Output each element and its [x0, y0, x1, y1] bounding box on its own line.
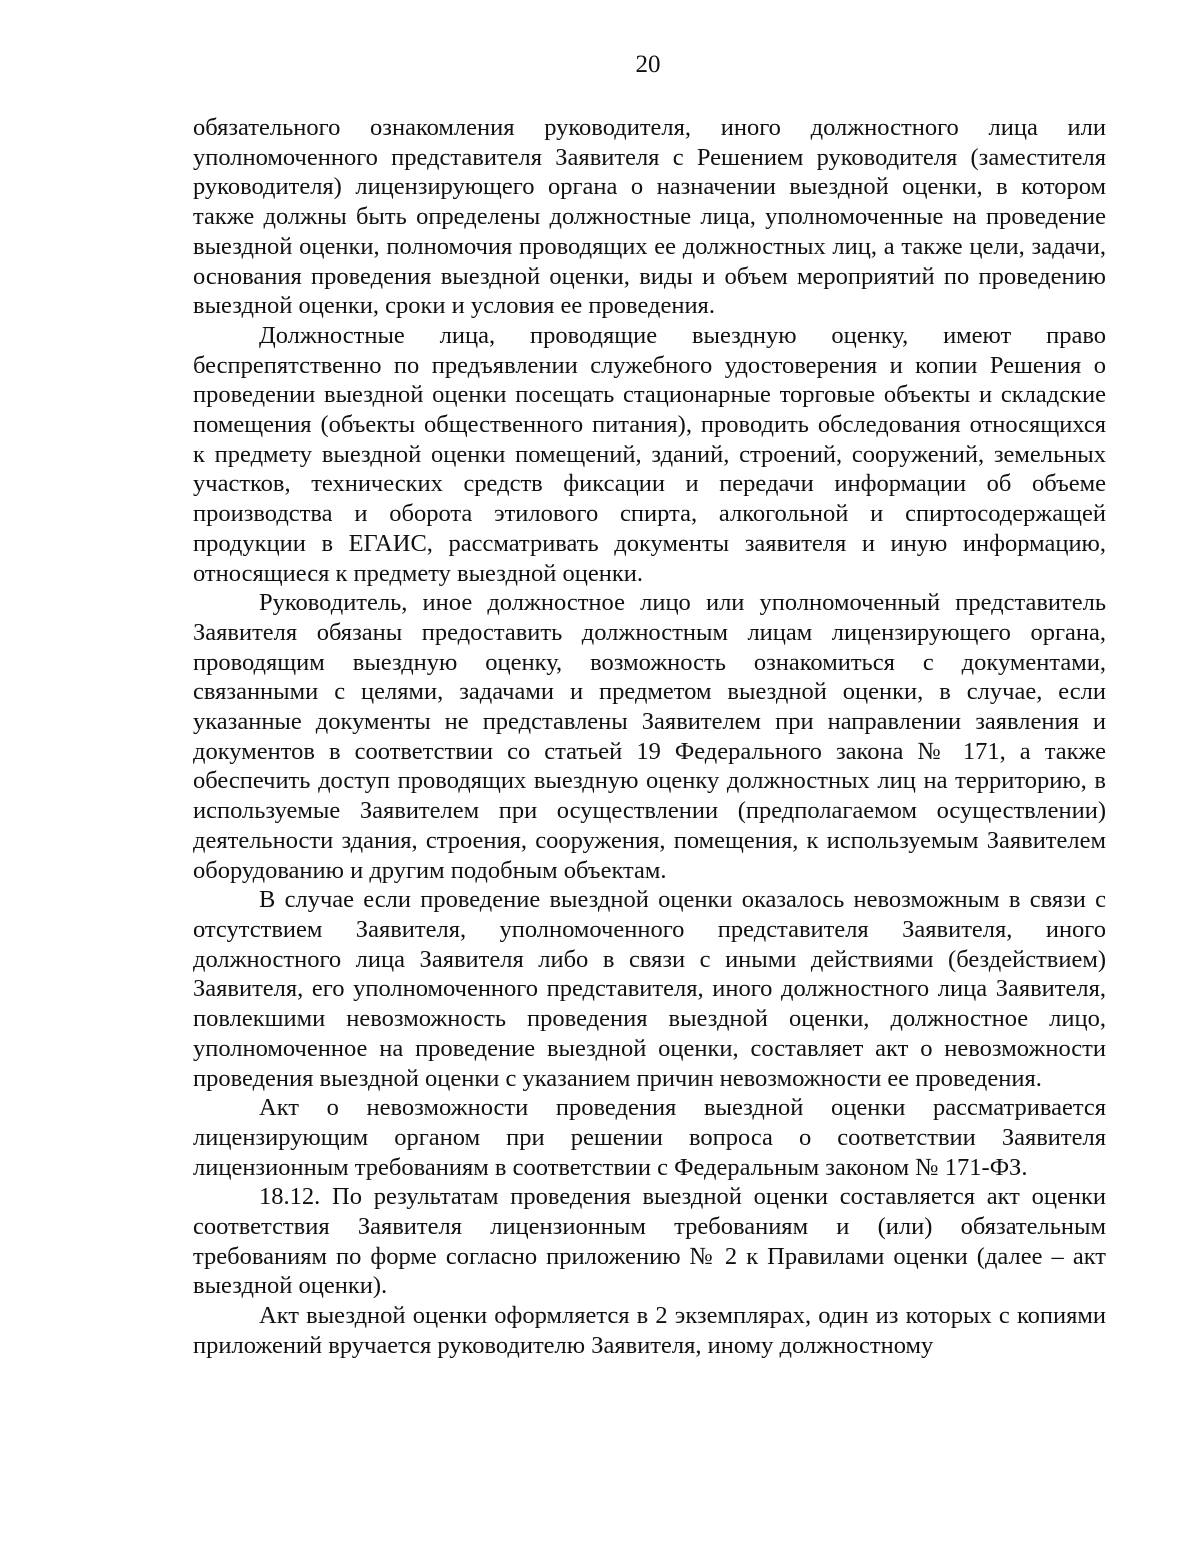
page-number: 20: [635, 51, 661, 78]
paragraph-applicant-obligations: Руководитель, иное должностное лицо или уполномоченный представитель Заявителя обязаны предоставить должностным лицам лицензирующего органа, проводящим выездную оценку, возможность ознакомиться с документами, связанными с целями, задачами и предметом выездной оценки, в случае, если указанные документы не представлены Заявителем при направлении заявления и документов в соответствии со статьей 19 Федерального закона № 171, а также обеспечить доступ проводящих выездную оценку должностных лиц на территорию, в используемые Заявителем при осуществлении (предполагаемом осуществлении) деятельности здания, строения, сооружения, помещения, к используемым Заявителем оборудованию и другим подобным объектам.: [193, 589, 1106, 884]
paragraph-impossibility-case: В случае если проведение выездной оценки оказалось невозможным в связи с отсутствием Заявителя, уполномоченного представителя Заявителя, иного должностного лица Заявителя либо в связи с иными действиями (бездействием) Заявителя, его уполномоченного представителя, иного должностного лица Заявителя, повлекшими невозможность проведения выездной оценки, должностное лицо, уполномоченное на проведение выездной оценки, составляет акт о невозможности проведения выездной оценки с указанием причин невозможности ее проведения.: [193, 886, 1106, 1092]
paragraph-section-18-12: 18.12. По результатам проведения выездной оценки составляется акт оценки соответствия Заявителя лицензионным требованиям и (или) обязательным требованиям по форме согласно приложению № 2 к Правилами оценки (далее – акт выездной оценки).: [193, 1183, 1106, 1300]
paragraph-continuation: обязательного ознакомления руководителя, иного должностного лица или уполномоченного представителя Заявителя с Решением руководителя (заместителя руководителя) лицензирующего органа о назначении выездной оценки, в котором также должны быть определены должностные лица, уполномоченные на проведение выездной оценки, полномочия проводящих ее должностных лиц, а также цели, задачи, основания проведения выездной оценки, виды и объем мероприятий по проведению выездной оценки, сроки и условия ее проведения.: [193, 114, 1106, 320]
body-text: [193, 113, 1106, 1361]
paragraph-impossibility-act: Акт о невозможности проведения выездной оценки рассматривается лицензирующим органом при решении вопроса о соответствии Заявителя лицензионным требованиям в соответствии с Федеральным законом № 171-ФЗ.: [193, 1094, 1106, 1181]
paragraph-act-copies: Акт выездной оценки оформляется в 2 экземплярах, один из которых с копиями приложений вручается руководителю Заявителя, иному должностному: [193, 1302, 1106, 1359]
paragraph-officials-rights: Должностные лица, проводящие выездную оценку, имеют право беспрепятственно по предъявлении служебного удостоверения и копии Решения о проведении выездной оценки посещать стационарные торговые объекты и складские помещения (объекты общественного питания), проводить обследования относящихся к предмету выездной оценки помещений, зданий, строений, сооружений, земельных участков, технических средств фиксации и передачи информации об объеме производства и оборота этилового спирта, алкогольной и спиртосодержащей продукции в ЕГАИС, рассматривать документы заявителя и иную информацию, относящиеся к предмету выездной оценки.: [193, 321, 1106, 587]
